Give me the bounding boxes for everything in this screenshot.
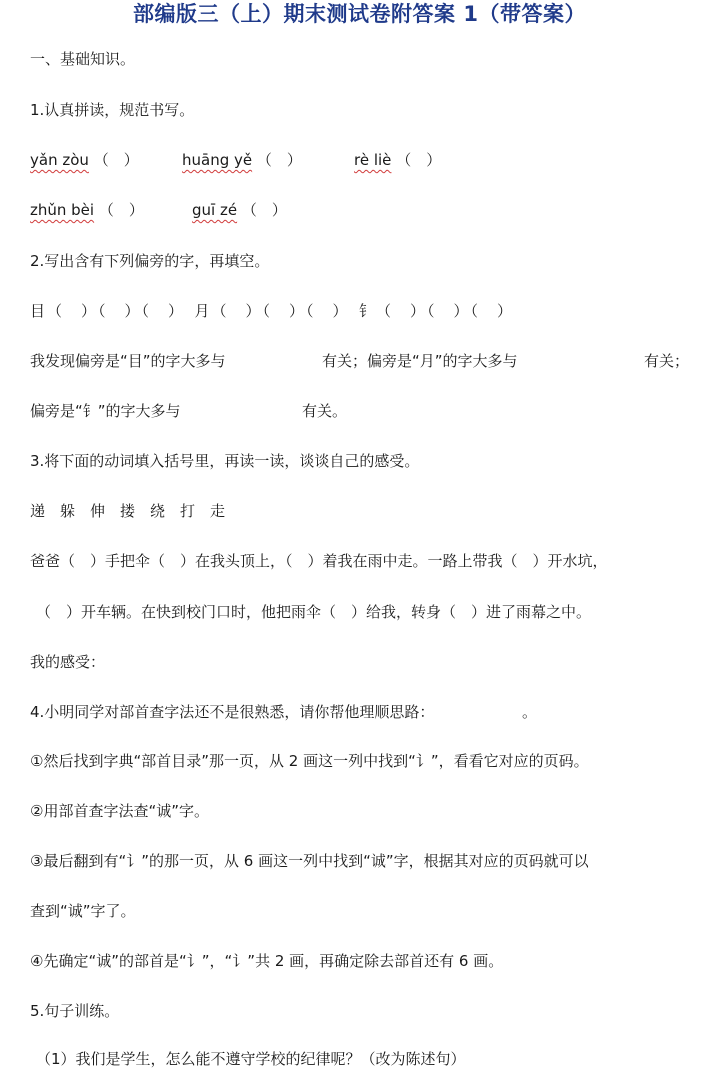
- pinyin-item: [354, 149, 441, 171]
- fill-sentence-2: [30, 400, 690, 424]
- answer-blank[interactable]: （ ）: [241, 201, 287, 219]
- pinyin-item: [30, 149, 139, 171]
- step-3-continued: 查到“诚”字了。: [30, 902, 136, 920]
- section-heading: 一、基础知识。: [30, 50, 136, 68]
- pinyin-item: [182, 149, 302, 171]
- pinyin-text: huāng yě: [182, 151, 253, 169]
- verb-item: 递: [30, 502, 46, 520]
- pinyin-item: [30, 199, 144, 221]
- answer-blank[interactable]: （ ）: [93, 151, 139, 169]
- fill-text: 有关；: [644, 352, 690, 370]
- answer-blank[interactable]: （ ）: [98, 201, 144, 219]
- pinyin-item: [192, 199, 287, 221]
- fill-text: 偏旁是“钅”的字大多与: [30, 402, 181, 420]
- fill-text: 有关；偏旁是“月”的字大多与: [322, 352, 518, 370]
- page-title: 部编版三（上）期末测试卷附答案 1（带答案）: [133, 2, 586, 26]
- verb-item: 绕: [150, 502, 166, 520]
- question-4-title: [30, 701, 690, 725]
- question-1-title: 1.认真拼读，规范书写。: [30, 101, 195, 119]
- verb-item: 伸: [90, 502, 106, 520]
- verb-item: 躲: [60, 502, 76, 520]
- fill-text: 我发现偏旁是“目”的字大多与: [30, 352, 226, 370]
- step-3: ③最后翻到有“讠”的那一页，从 6 画这一列中找到“诚”字，根据其对应的页码就可以: [30, 852, 589, 870]
- feeling-label: 我的感受：: [30, 653, 106, 671]
- fill-text: 有关。: [302, 402, 348, 420]
- pinyin-row-1: [30, 149, 710, 173]
- q4-title-end: 。: [522, 703, 538, 721]
- step-4: ④先确定“诚”的部首是“讠”，“讠”共 2 画，再确定除去部首还有 6 画。: [30, 952, 504, 970]
- answer-blank[interactable]: （ ）: [396, 151, 442, 169]
- passage-line-1[interactable]: 爸爸（ ）手把伞（ ）在我头顶上，（ ）着我在雨中走。一路上带我（ ）开水坑，: [30, 552, 608, 570]
- radicals-row[interactable]: 目（ ）（ ）（ ） 月（ ）（ ）（ ） 钅（ ）（ ）（ ）: [30, 302, 515, 320]
- pinyin-text: guī zé: [192, 201, 238, 219]
- verb-item: 搂: [120, 502, 136, 520]
- fill-sentence-1: [30, 350, 690, 374]
- pinyin-text: rè liè: [354, 151, 392, 169]
- verb-list: [30, 500, 240, 522]
- question-2-title: 2.写出含有下列偏旁的字，再填空。: [30, 252, 270, 270]
- question-5-title: 5.句子训练。: [30, 1002, 120, 1020]
- question-3-title: 3.将下面的动词填入括号里，再读一读，谈谈自己的感受。: [30, 452, 420, 470]
- pinyin-row-2: [30, 199, 710, 223]
- answer-blank[interactable]: （ ）: [256, 151, 302, 169]
- verb-item: 走: [210, 502, 226, 520]
- passage-line-2[interactable]: （ ）开车辆。在快到校门口时，他把雨伞（ ）给我，转身（ ）进了雨幕之中。: [36, 603, 592, 621]
- q5-item-1: （1）我们是学生，怎么能不遵守学校的纪律呢？（改为陈述句）: [36, 1050, 466, 1068]
- pinyin-text: yǎn zòu: [30, 151, 89, 169]
- step-1: ①然后找到字典“部首目录”那一页，从 2 画这一列中找到“讠”，看看它对应的页码。: [30, 752, 589, 770]
- step-2: ②用部首查字法查“诚”字。: [30, 802, 209, 820]
- pinyin-text: zhǔn bèi: [30, 201, 95, 219]
- q4-title-text: 4.小明同学对部首查字法还不是很熟悉，请你帮他理顺思路：: [30, 703, 435, 721]
- verb-item: 打: [180, 502, 196, 520]
